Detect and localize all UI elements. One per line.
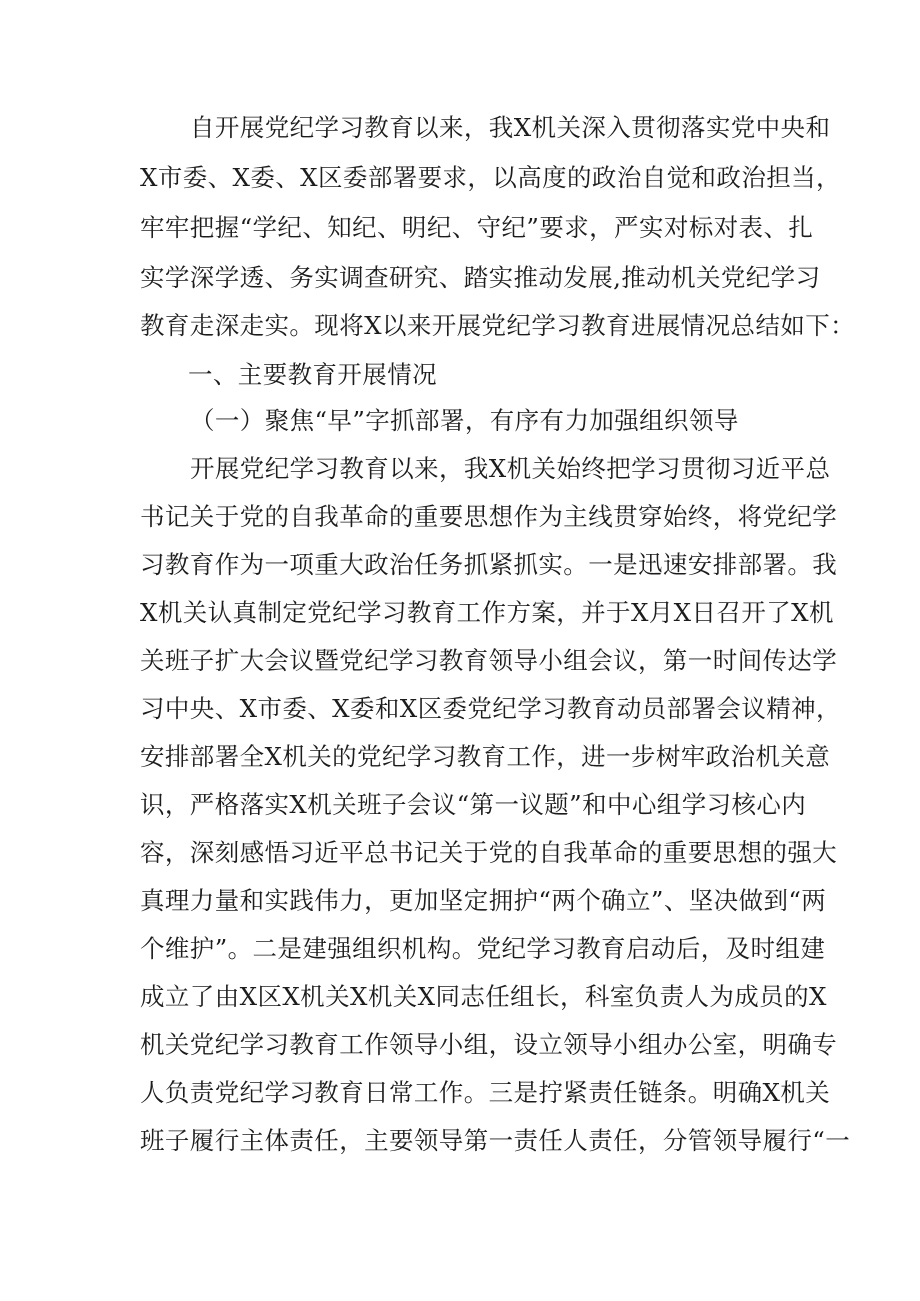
paragraph-line-3: 牢牢把握“学纪、知纪、明纪、守纪”要求，严实对标对表、扎 [140,213,814,242]
paragraph-line-15: 真理力量和实践伟力，更加坚定拥护“两个确立”、坚决做到“两 [140,886,827,915]
paragraph-line-5: 教育走深走实。现将X以来开展党纪学习教育进展情况总结如下： [140,311,856,340]
paragraph-line-8: 习教育作为一项重大政治任务抓紧抓实。一是迅速安排部署。我 [140,550,838,579]
subsection-heading: （一）聚焦“早”字抓部署，有序有力加强组织领导 [190,406,739,435]
paragraph-line-18: 机关党纪学习教育工作领导小组，设立领导小组办公室，明确专 [140,1030,838,1059]
paragraph-line-7: 书记关于党的自我革命的重要思想作为主线贯穿始终，将党纪学 [140,502,838,531]
paragraph-line-20: 班子履行主体责任，主要领导第一责任人责任，分管领导履行“一 [140,1126,851,1155]
paragraph-line-6: 开展党纪学习教育以来，我X机关始终把学习贯彻习近平总 [190,454,831,483]
paragraph-line-10: 关班子扩大会议暨党纪学习教育领导小组会议，第一时间传达学 [140,646,838,675]
paragraph-line-9: X机关认真制定党纪学习教育工作方案，并于X月X日召开了X机 [140,598,834,627]
paragraph-line-19: 人负责党纪学习教育日常工作。三是拧紧责任链条。明确X机关 [140,1078,831,1107]
paragraph-line-2: X市委、X委、X区委部署要求，以高度的政治自觉和政治担当， [140,163,841,192]
paragraph-line-13: 识，严格落实X机关班子会议“第一议题”和中心组学习核心内 [140,790,807,819]
paragraph-line-1: 自开展党纪学习教育以来，我X机关深入贯彻落实党中央和 [190,113,831,142]
paragraph-line-11: 习中央、X市委、X委和X区委党纪学习教育动员部署会议精神， [140,694,841,723]
paragraph-line-17: 成立了由X区X机关X机关X同志任组长，科室负责人为成员的X [140,982,827,1011]
paragraph-line-16: 个维护”。二是建强组织机构。党纪学习教育启动后，及时组建 [140,934,826,963]
paragraph-line-14: 容，深刻感悟习近平总书记关于党的自我革命的重要思想的强大 [140,838,838,867]
section-heading: 一、主要教育开展情况 [188,360,437,389]
paragraph-line-4: 实学深学透、务实调查研究、踏实推动发展,推动机关党纪学习 [140,263,821,292]
paragraph-line-12: 安排部署全X机关的党纪学习教育工作，进一步树牢政治机关意 [140,742,831,771]
